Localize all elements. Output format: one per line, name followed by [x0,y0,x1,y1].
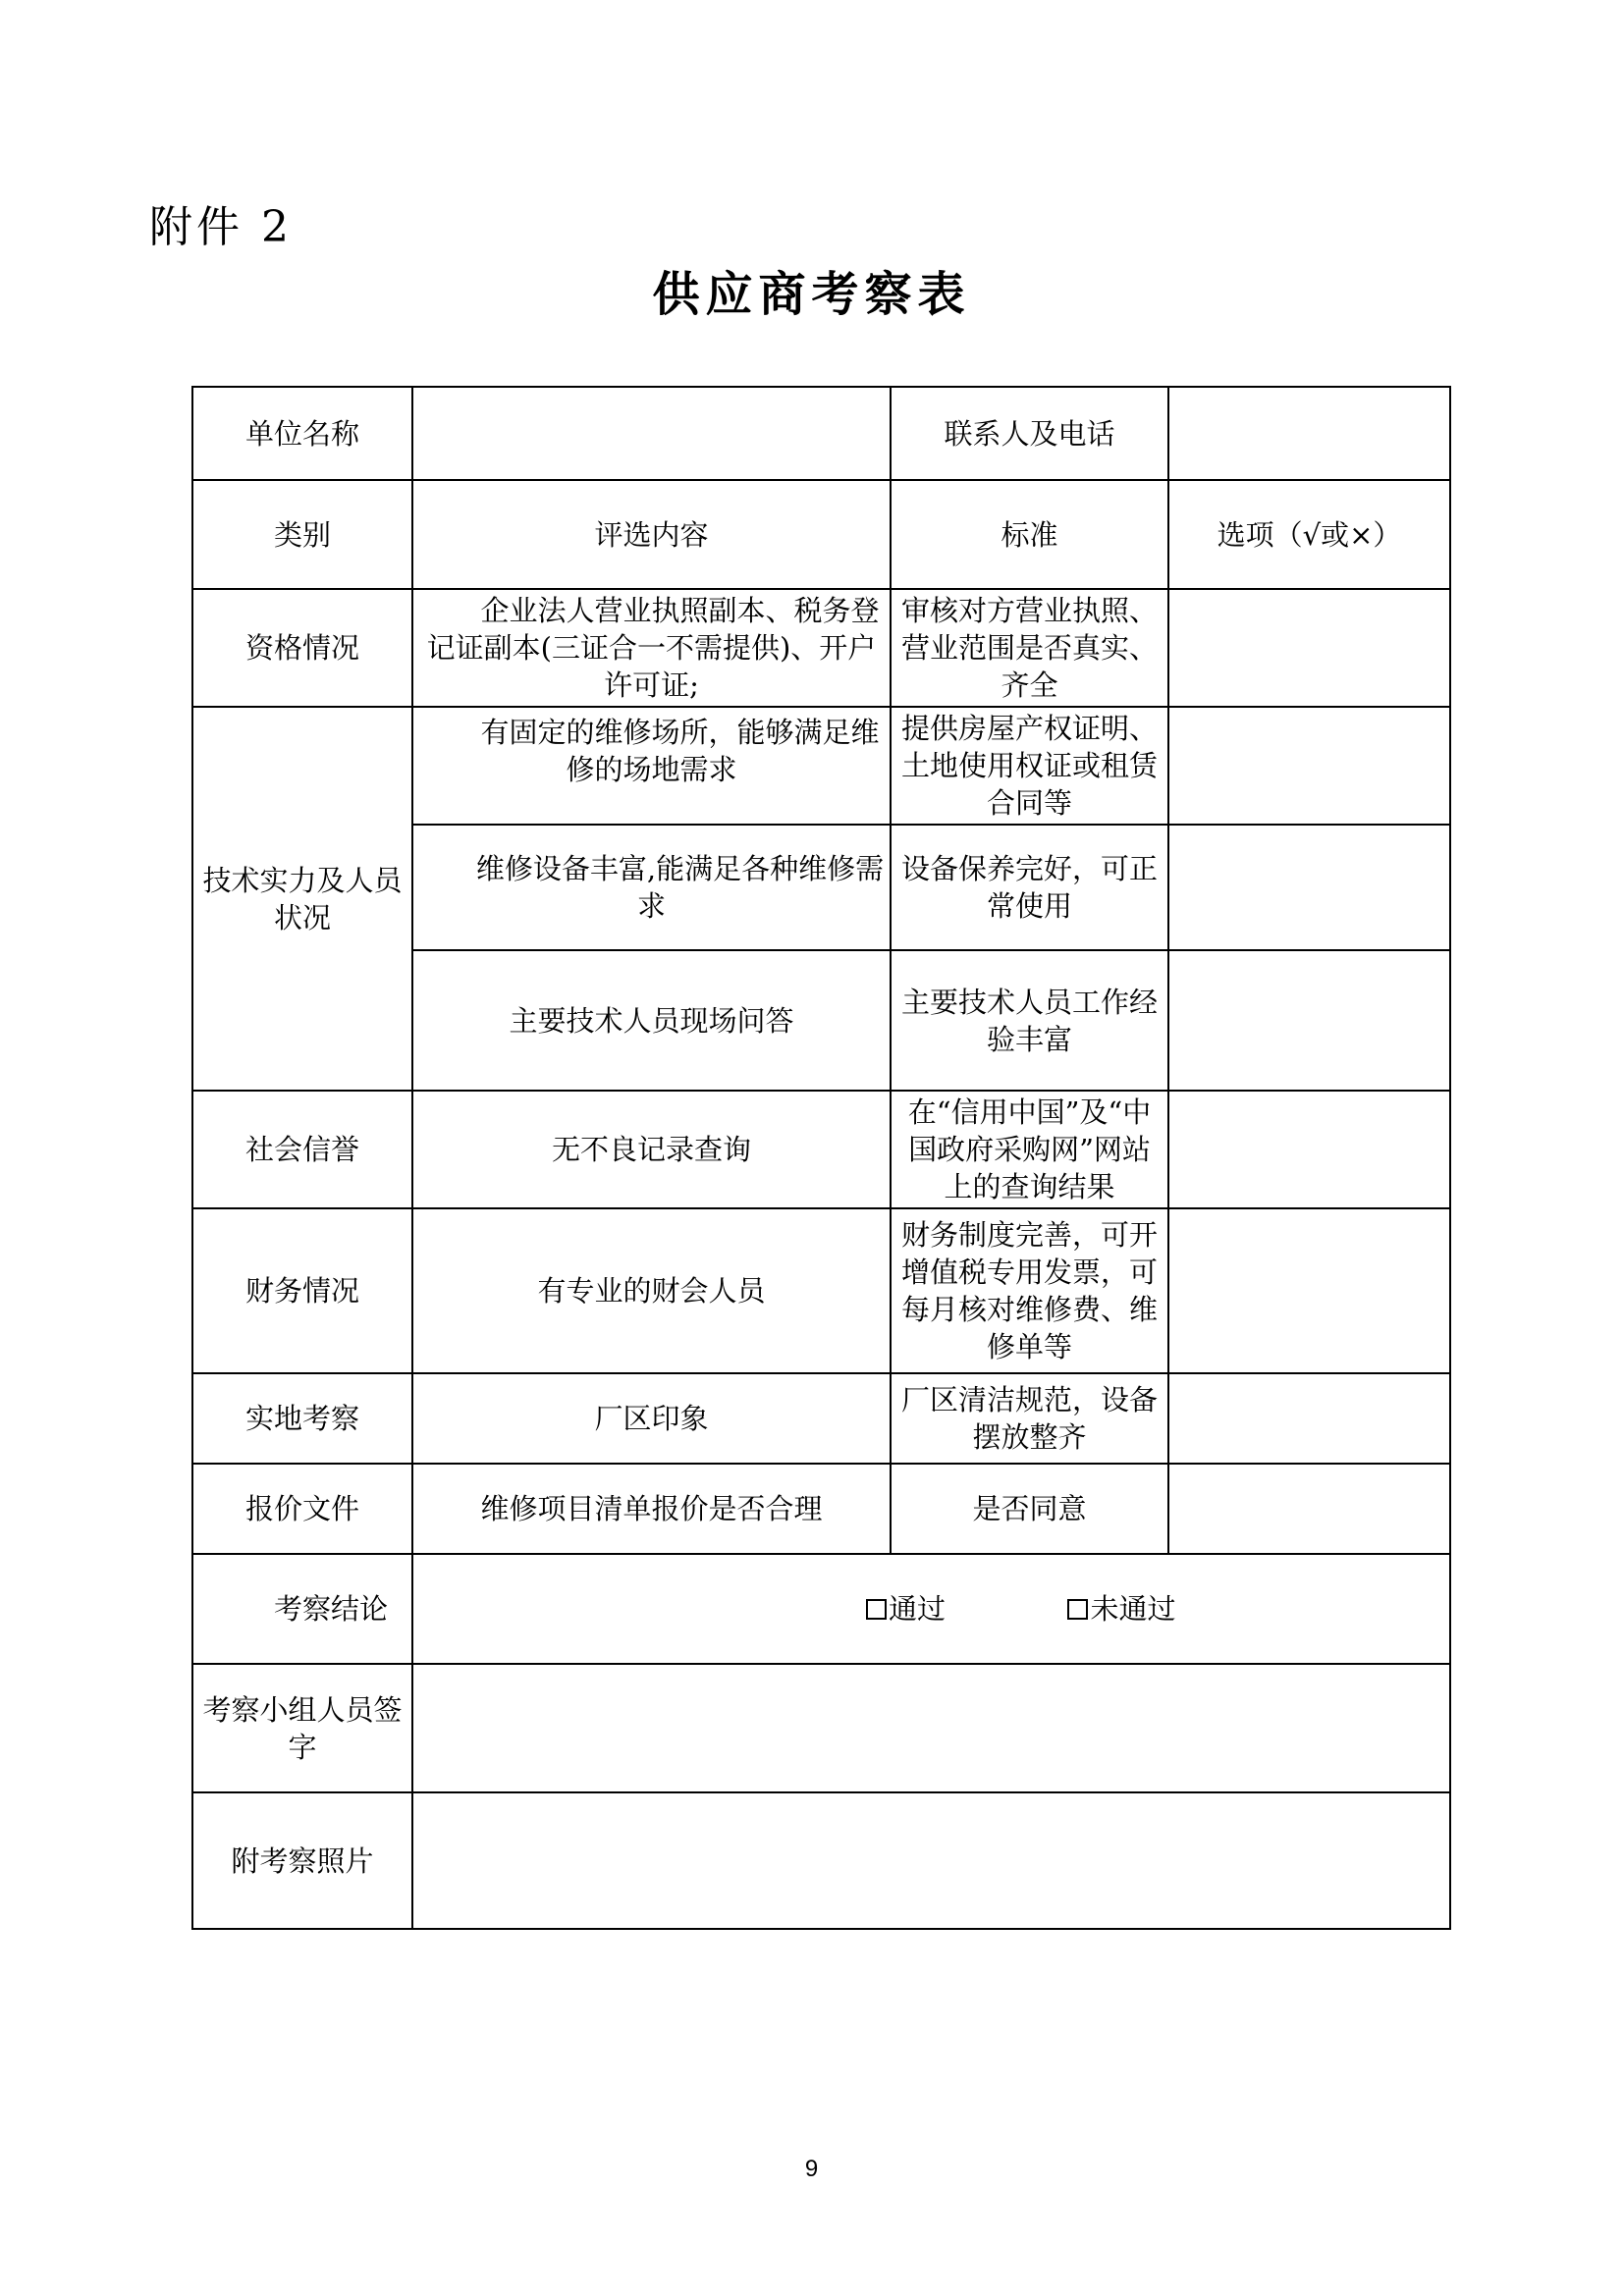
contact-label: 联系人及电话 [891,387,1168,480]
attachment-label: 附件 2 [149,202,293,252]
photos-row [192,1792,1450,1929]
signature-label: 考察小组人员签字 [192,1664,412,1792]
row-option-field[interactable] [1168,1464,1450,1554]
table-row [192,1091,1450,1208]
page-number: 9 [804,2156,819,2182]
row-standard: 厂区清洁规范，设备摆放整齐 [891,1373,1168,1464]
row-standard: 审核对方营业执照、营业范围是否真实、齐全 [891,589,1168,707]
row-category: 财务情况 [192,1208,412,1373]
fail-option[interactable] [1067,1592,1175,1626]
photos-field[interactable] [412,1792,1450,1929]
row-content: 有固定的维修场所，能够满足维修的场地需求 [412,707,891,825]
row-content: 企业法人营业执照副本、税务登记证副本(三证合一不需提供)、开户许可证; [412,589,891,707]
row-standard: 财务制度完善，可开增值税专用发票，可每月核对维修费、维修单等 [891,1208,1168,1373]
row-option-field[interactable] [1168,707,1450,825]
row-category: 资格情况 [192,589,412,707]
supplier-survey-table [191,386,1451,1930]
header-row [192,480,1450,589]
row-content: 无不良记录查询 [412,1091,891,1208]
row-option-field[interactable] [1168,1373,1450,1464]
row-standard: 是否同意 [891,1464,1168,1554]
row-content: 有专业的财会人员 [412,1208,891,1373]
unit-name-field[interactable] [412,387,891,480]
row-option-field[interactable] [1168,589,1450,707]
table-row [192,707,1450,825]
row-option-field[interactable] [1168,1091,1450,1208]
column-header-category: 类别 [192,480,412,589]
row-content: 主要技术人员现场问答 [412,950,891,1091]
row-option-field[interactable] [1168,825,1450,950]
fail-label: 未通过 [1090,1592,1176,1626]
table-row [192,1208,1450,1373]
row-standard: 主要技术人员工作经验丰富 [891,950,1168,1091]
pass-label: 通过 [888,1592,946,1626]
row-standard: 提供房屋产权证明、土地使用权证或租赁合同等 [891,707,1168,825]
unit-name-label: 单位名称 [192,387,412,480]
row-option-field[interactable] [1168,1208,1450,1373]
pass-option[interactable] [743,1590,1067,1628]
table-row [192,1373,1450,1464]
row-content: 维修设备丰富,能满足各种维修需求 [412,825,891,950]
row-category: 社会信誉 [192,1091,412,1208]
pass-checkbox[interactable] [866,1599,887,1620]
row-category: 报价文件 [192,1464,412,1554]
signature-field[interactable] [412,1664,1450,1792]
row-category: 实地考察 [192,1373,412,1464]
conclusion-label: 考察结论 [192,1554,412,1664]
column-header-content: 评选内容 [412,480,891,589]
column-header-standard: 标准 [891,480,1168,589]
row-content: 厂区印象 [412,1373,891,1464]
table-row [192,589,1450,707]
signature-row [192,1664,1450,1792]
row-content: 维修项目清单报价是否合理 [412,1464,891,1554]
row-category: 技术实力及人员状况 [192,707,412,1091]
conclusion-options [412,1554,1450,1664]
conclusion-row [192,1554,1450,1664]
unit-info-row [192,387,1450,480]
row-option-field[interactable] [1168,950,1450,1091]
column-header-option: 选项（√或×） [1168,480,1450,589]
photos-label: 附考察照片 [192,1792,412,1929]
contact-field[interactable] [1168,387,1450,480]
row-standard: 在“信用中国”及“中国政府采购网”网站上的查询结果 [891,1091,1168,1208]
row-standard: 设备保养完好，可正常使用 [891,825,1168,950]
document-title: 供应商考察表 [652,267,971,322]
table-row [192,1464,1450,1554]
fail-checkbox[interactable] [1067,1599,1088,1620]
